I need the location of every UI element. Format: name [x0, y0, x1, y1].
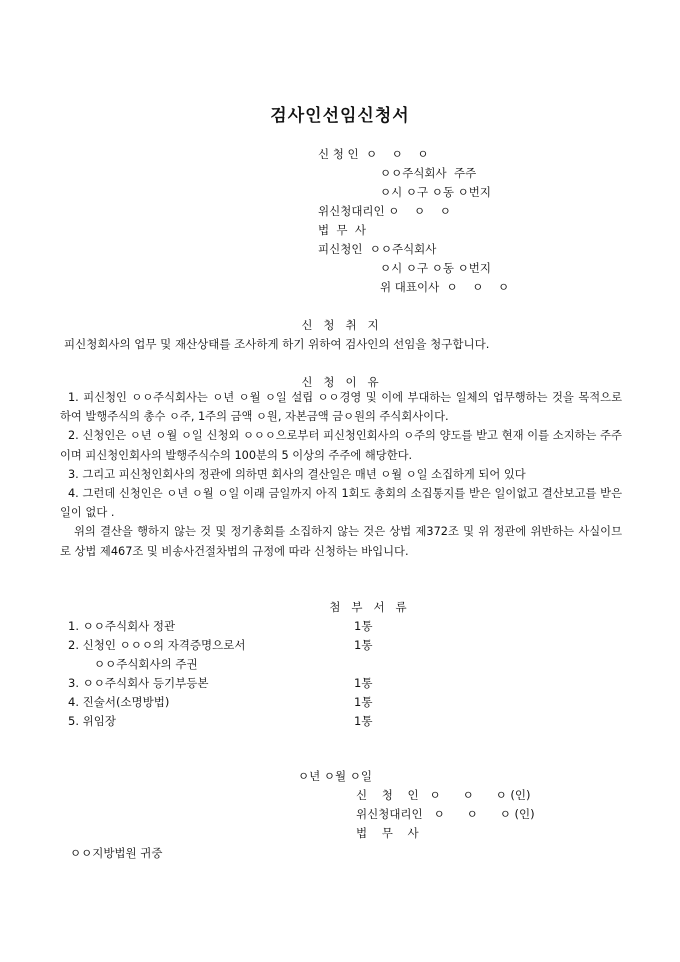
attachment-item: 5. 위임장 — [68, 714, 116, 728]
attachment-item: 1. ㅇㅇ주식회사 정관 — [68, 619, 176, 633]
attachment-count: 1통 — [354, 619, 373, 633]
signature-applicant: 신 청 인 ㅇ ㅇ ㅇ (인) — [356, 788, 531, 802]
attachment-item: 4. 진술서(소명방법) — [68, 695, 170, 709]
purpose-heading: 신 청 취 지 — [301, 318, 379, 332]
applicant-address: ㅇ시 ㅇ구 ㅇ동 ㅇ번지 — [380, 185, 491, 199]
document-title: 검사인선임신청서 — [270, 106, 410, 126]
attachments-heading: 첨 부 서 류 — [329, 600, 407, 614]
attachment-count: 1통 — [354, 676, 373, 690]
purpose-text: 피신청회사의 업무 및 재산상태를 조사하게 하기 위하여 검사인의 선임을 청구합니다. — [64, 337, 490, 351]
respondent-address: ㅇ시 ㅇ구 ㅇ동 ㅇ번지 — [380, 261, 491, 275]
reason-paragraph: 2. 신청인은 ㅇ년 ㅇ월 ㅇ일 신청외 ㅇㅇㅇ으로부터 피신청인회사의 ㅇ주의 양도를 받고 현재 이를 소지하는 주주이며 피신청인회사의 발행주식수의 100분의 5 이상의 주주에 해당한다. — [60, 429, 622, 462]
signature-agent: 위신청대리인 ㅇ ㅇ ㅇ (인) — [356, 807, 535, 821]
applicant-company: ㅇㅇ주식회사 주주 — [380, 166, 477, 180]
reason-paragraph: 위의 결산을 행하지 않는 것 및 정기총회를 소집하지 않는 것은 상법 제372조 및 위 정관에 위반하는 사실이므로 상법 제467조 및 비송사건절차법의 규정에 따라 신청하는 바입니다. — [60, 525, 622, 558]
attachment-count: 1통 — [354, 695, 373, 709]
attachment-item: ㅇㅇ주식회사의 주권 — [94, 657, 198, 671]
reason-paragraph: 3. 그리고 피신청인회사의 정관에 의하면 회사의 결산일은 매년 ㅇ월 ㅇ일 소집하게 되어 있다 — [68, 467, 526, 481]
reason-paragraph: 4. 그런데 신청인은 ㅇ년 ㅇ월 ㅇ일 이래 금일까지 아직 1회도 총회의 소집통지를 받은 일이없고 결산보고를 받은 일이 없다 . — [60, 487, 622, 520]
attachment-item: 3. ㅇㅇ주식회사 등기부등본 — [68, 676, 209, 690]
reason-paragraph: 1. 피신청인 ㅇㅇ주식회사는 ㅇ년 ㅇ월 ㅇ일 설립 ㅇㅇ경영 및 이에 부대하는 일체의 업무행하는 것을 목적으로 하여 발행주식의 총수 ㅇ주, 1주의 금액 ㅇ원, 자본금액 금ㅇ원의 주식회사이다. — [60, 391, 622, 424]
applicant-line: 신 청 인 ㅇ ㅇ ㅇ — [318, 147, 429, 161]
reasons-heading: 신 청 이 유 — [301, 375, 379, 389]
respondent-line: 피신청인 ㅇㅇ주식회사 — [318, 242, 437, 256]
signature-lawyer: 법 무 사 — [356, 826, 419, 840]
respondent-representative: 위 대표이사 ㅇ ㅇ ㅇ — [380, 280, 510, 294]
reasons-body — [60, 388, 622, 561]
court-addressee: ㅇㅇ지방법원 귀중 — [70, 846, 163, 860]
filing-date: ㅇ년 ㅇ월 ㅇ일 — [298, 769, 372, 783]
agent-line: 위신청대리인 ㅇ ㅇ ㅇ — [318, 204, 451, 218]
attachment-count: 1통 — [354, 638, 373, 652]
lawyer-line: 법 무 사 — [318, 223, 366, 237]
attachment-count: 1통 — [354, 714, 373, 728]
attachment-item: 2. 신청인 ㅇㅇㅇ의 자격증명으로서 — [68, 638, 246, 652]
